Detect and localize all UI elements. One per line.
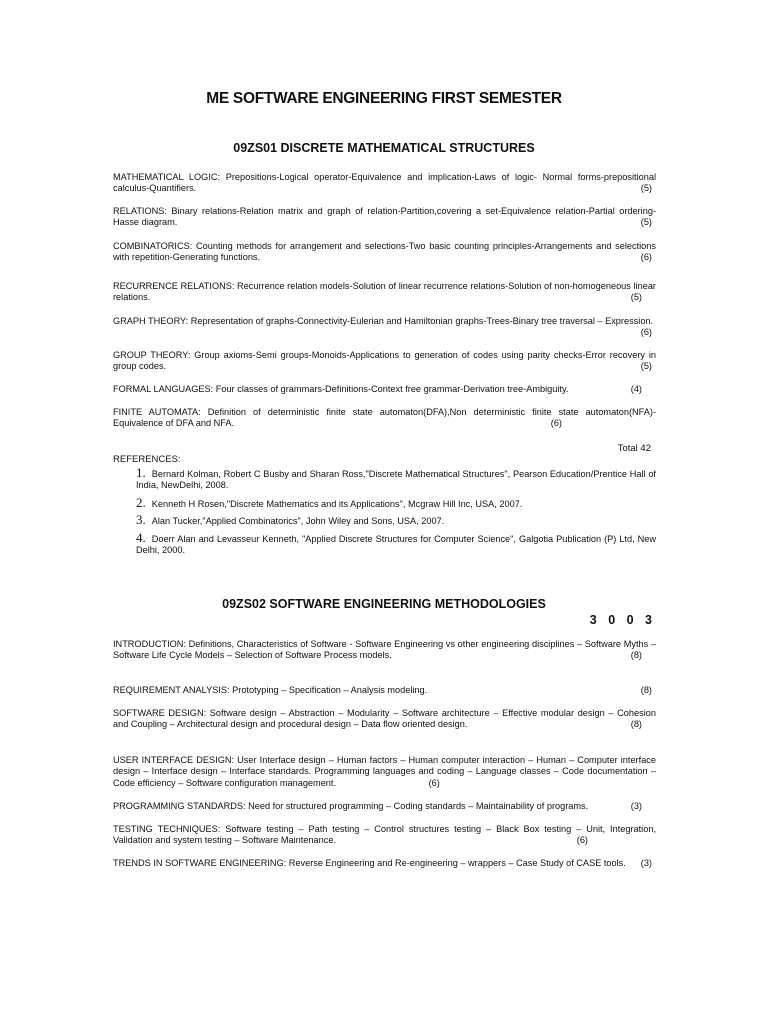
unit-marks: (6) xyxy=(640,252,652,263)
unit-marks: (5) xyxy=(640,361,652,372)
page-title: ME SOFTWARE ENGINEERING FIRST SEMESTER xyxy=(206,90,562,107)
reference-item xyxy=(136,497,656,510)
unit-requirement-analysis xyxy=(113,685,656,696)
unit-graph-theory xyxy=(113,316,656,339)
unit-text: GROUP THEORY: Group axioms-Semi groups-Monoids-Applications to generation of codes using parity checks-Error recovery in group codes. xyxy=(113,350,656,372)
unit-marks: (8) xyxy=(640,685,652,695)
unit-marks: (3) xyxy=(640,858,652,868)
reference-number: 1. xyxy=(136,465,146,480)
ltpc-credits: 3 0 0 3 xyxy=(589,613,656,627)
unit-relations xyxy=(113,206,656,229)
unit-recurrence-relations xyxy=(113,281,656,304)
unit-text: USER INTERFACE DESIGN: User Interface design – Human factors – Human computer interaction – Human – Computer interface design – Interface design – Interface standards. Programming languages and coding – Language classes – Code documentation – Code efficiency – Software configuration management. xyxy=(113,755,656,788)
unit-text: SOFTWARE DESIGN: Software design – Abstraction – Modularity – Software architecture – Effective modular design – Cohesion and Coupling – Architectural design and procedural design – Data flow oriented design. xyxy=(113,708,656,730)
unit-marks: (6) xyxy=(576,835,588,846)
reference-item xyxy=(136,467,656,492)
subject2-title: 09ZS02 SOFTWARE ENGINEERING METHODOLOGIES xyxy=(222,597,546,611)
unit-text: PROGRAMMING STANDARDS: Need for structured programming – Coding standards – Maintainability of programs. xyxy=(113,801,589,811)
reference-number: 2. xyxy=(136,495,146,510)
unit-text: GRAPH THEORY: Representation of graphs-Connectivity-Eulerian and Hamiltonian graphs-Trees-Binary tree traversal – Expression. xyxy=(113,316,654,326)
references-heading: REFERENCES: xyxy=(113,454,181,465)
reference-number: 4. xyxy=(136,530,146,545)
unit-marks: (6) xyxy=(428,777,440,788)
unit-introduction xyxy=(113,639,656,662)
unit-marks: (8) xyxy=(630,719,642,730)
unit-text: RELATIONS: Binary relations-Relation matrix and graph of relation-Partition,covering a set-Equivalence relation-Partial ordering-Hasse diagram. xyxy=(113,206,656,228)
unit-formal-languages xyxy=(113,384,656,395)
reference-text: Kenneth H Rosen,"Discrete Mathematics and its Applications", Mcgraw Hill Inc, USA, 2007. xyxy=(151,499,523,509)
unit-text: COMBINATORICS: Counting methods for arrangement and selections-Two basic counting principles-Arrangements and selections with repetition-Generating functions. xyxy=(113,241,656,263)
unit-marks: (5) xyxy=(630,292,642,303)
unit-finite-automata xyxy=(113,407,656,430)
reference-item xyxy=(136,514,656,527)
unit-marks: (3) xyxy=(630,801,642,811)
unit-text: MATHEMATICAL LOGIC: Prepositions-Logical operator-Equivalence and implication-Laws of logic- Normal forms-prepositional calculus-Quantifiers. xyxy=(113,172,656,194)
reference-text: Bernard Kolman, Robert C Busby and Sharan Ross,"Discrete Mathematical Structures", Pearson Education/Prentice Hall of India, NewDelhi, 2008. xyxy=(136,469,656,491)
reference-number: 3. xyxy=(136,512,146,527)
unit-programming-standards xyxy=(113,801,656,812)
unit-text: FINITE AUTOMATA: Definition of deterministic finite state automaton(DFA),Non deterministic finite state automaton(NFA)-Equivalence of DFA and NFA. xyxy=(113,407,656,429)
unit-text: INTRODUCTION: Definitions, Characteristics of Software - Software Engineering vs other engineering disciplines – Software Myths – Software Life Cycle Models – Selection of Software Process models. xyxy=(113,639,656,661)
unit-testing-techniques xyxy=(113,824,656,847)
reference-text: Alan Tucker,"Applied Combinatorics", John Wiley and Sons, USA, 2007. xyxy=(151,516,445,526)
unit-user-interface-design xyxy=(113,755,656,789)
unit-text: TESTING TECHNIQUES: Software testing – Path testing – Control structures testing – Black Box testing – Unit, Integration, Validation and system testing – Software Maintenance. xyxy=(113,824,656,846)
unit-marks: (6) xyxy=(640,327,652,338)
unit-trends-in-software-engineering xyxy=(113,858,656,869)
unit-mathematical-logic xyxy=(113,172,656,195)
unit-marks: (5) xyxy=(640,183,652,194)
unit-marks: (4) xyxy=(630,384,642,394)
unit-text: REQUIREMENT ANALYSIS: Prototyping – Specification – Analysis modeling. xyxy=(113,685,428,695)
unit-text: FORMAL LANGUAGES: Four classes of grammars-Definitions-Context free grammar-Derivation tree-Ambiguity. xyxy=(113,384,569,394)
unit-marks: (5) xyxy=(640,217,652,228)
subject1-title: 09ZS01 DISCRETE MATHEMATICAL STRUCTURES xyxy=(233,141,535,155)
unit-marks: (6) xyxy=(550,418,562,429)
reference-item xyxy=(136,532,656,557)
unit-software-design xyxy=(113,708,656,731)
reference-text: Doerr Alan and Levasseur Kenneth, "Applied Discrete Structures for Computer Science", Galgotia Publication (P) Ltd, New Delhi, 2000. xyxy=(136,534,656,556)
unit-combinatorics xyxy=(113,241,656,264)
total-hours: Total 42 xyxy=(617,443,651,454)
unit-text: TRENDS IN SOFTWARE ENGINEERING: Reverse Engineering and Re-engineering – wrappers – Case Study of CASE tools. xyxy=(113,858,626,868)
unit-group-theory xyxy=(113,350,656,373)
unit-text: RECURRENCE RELATIONS: Recurrence relation models-Solution of linear recurrence relations-Solution of non-homogeneous linear relations. xyxy=(113,281,656,303)
unit-marks: (8) xyxy=(630,650,642,661)
